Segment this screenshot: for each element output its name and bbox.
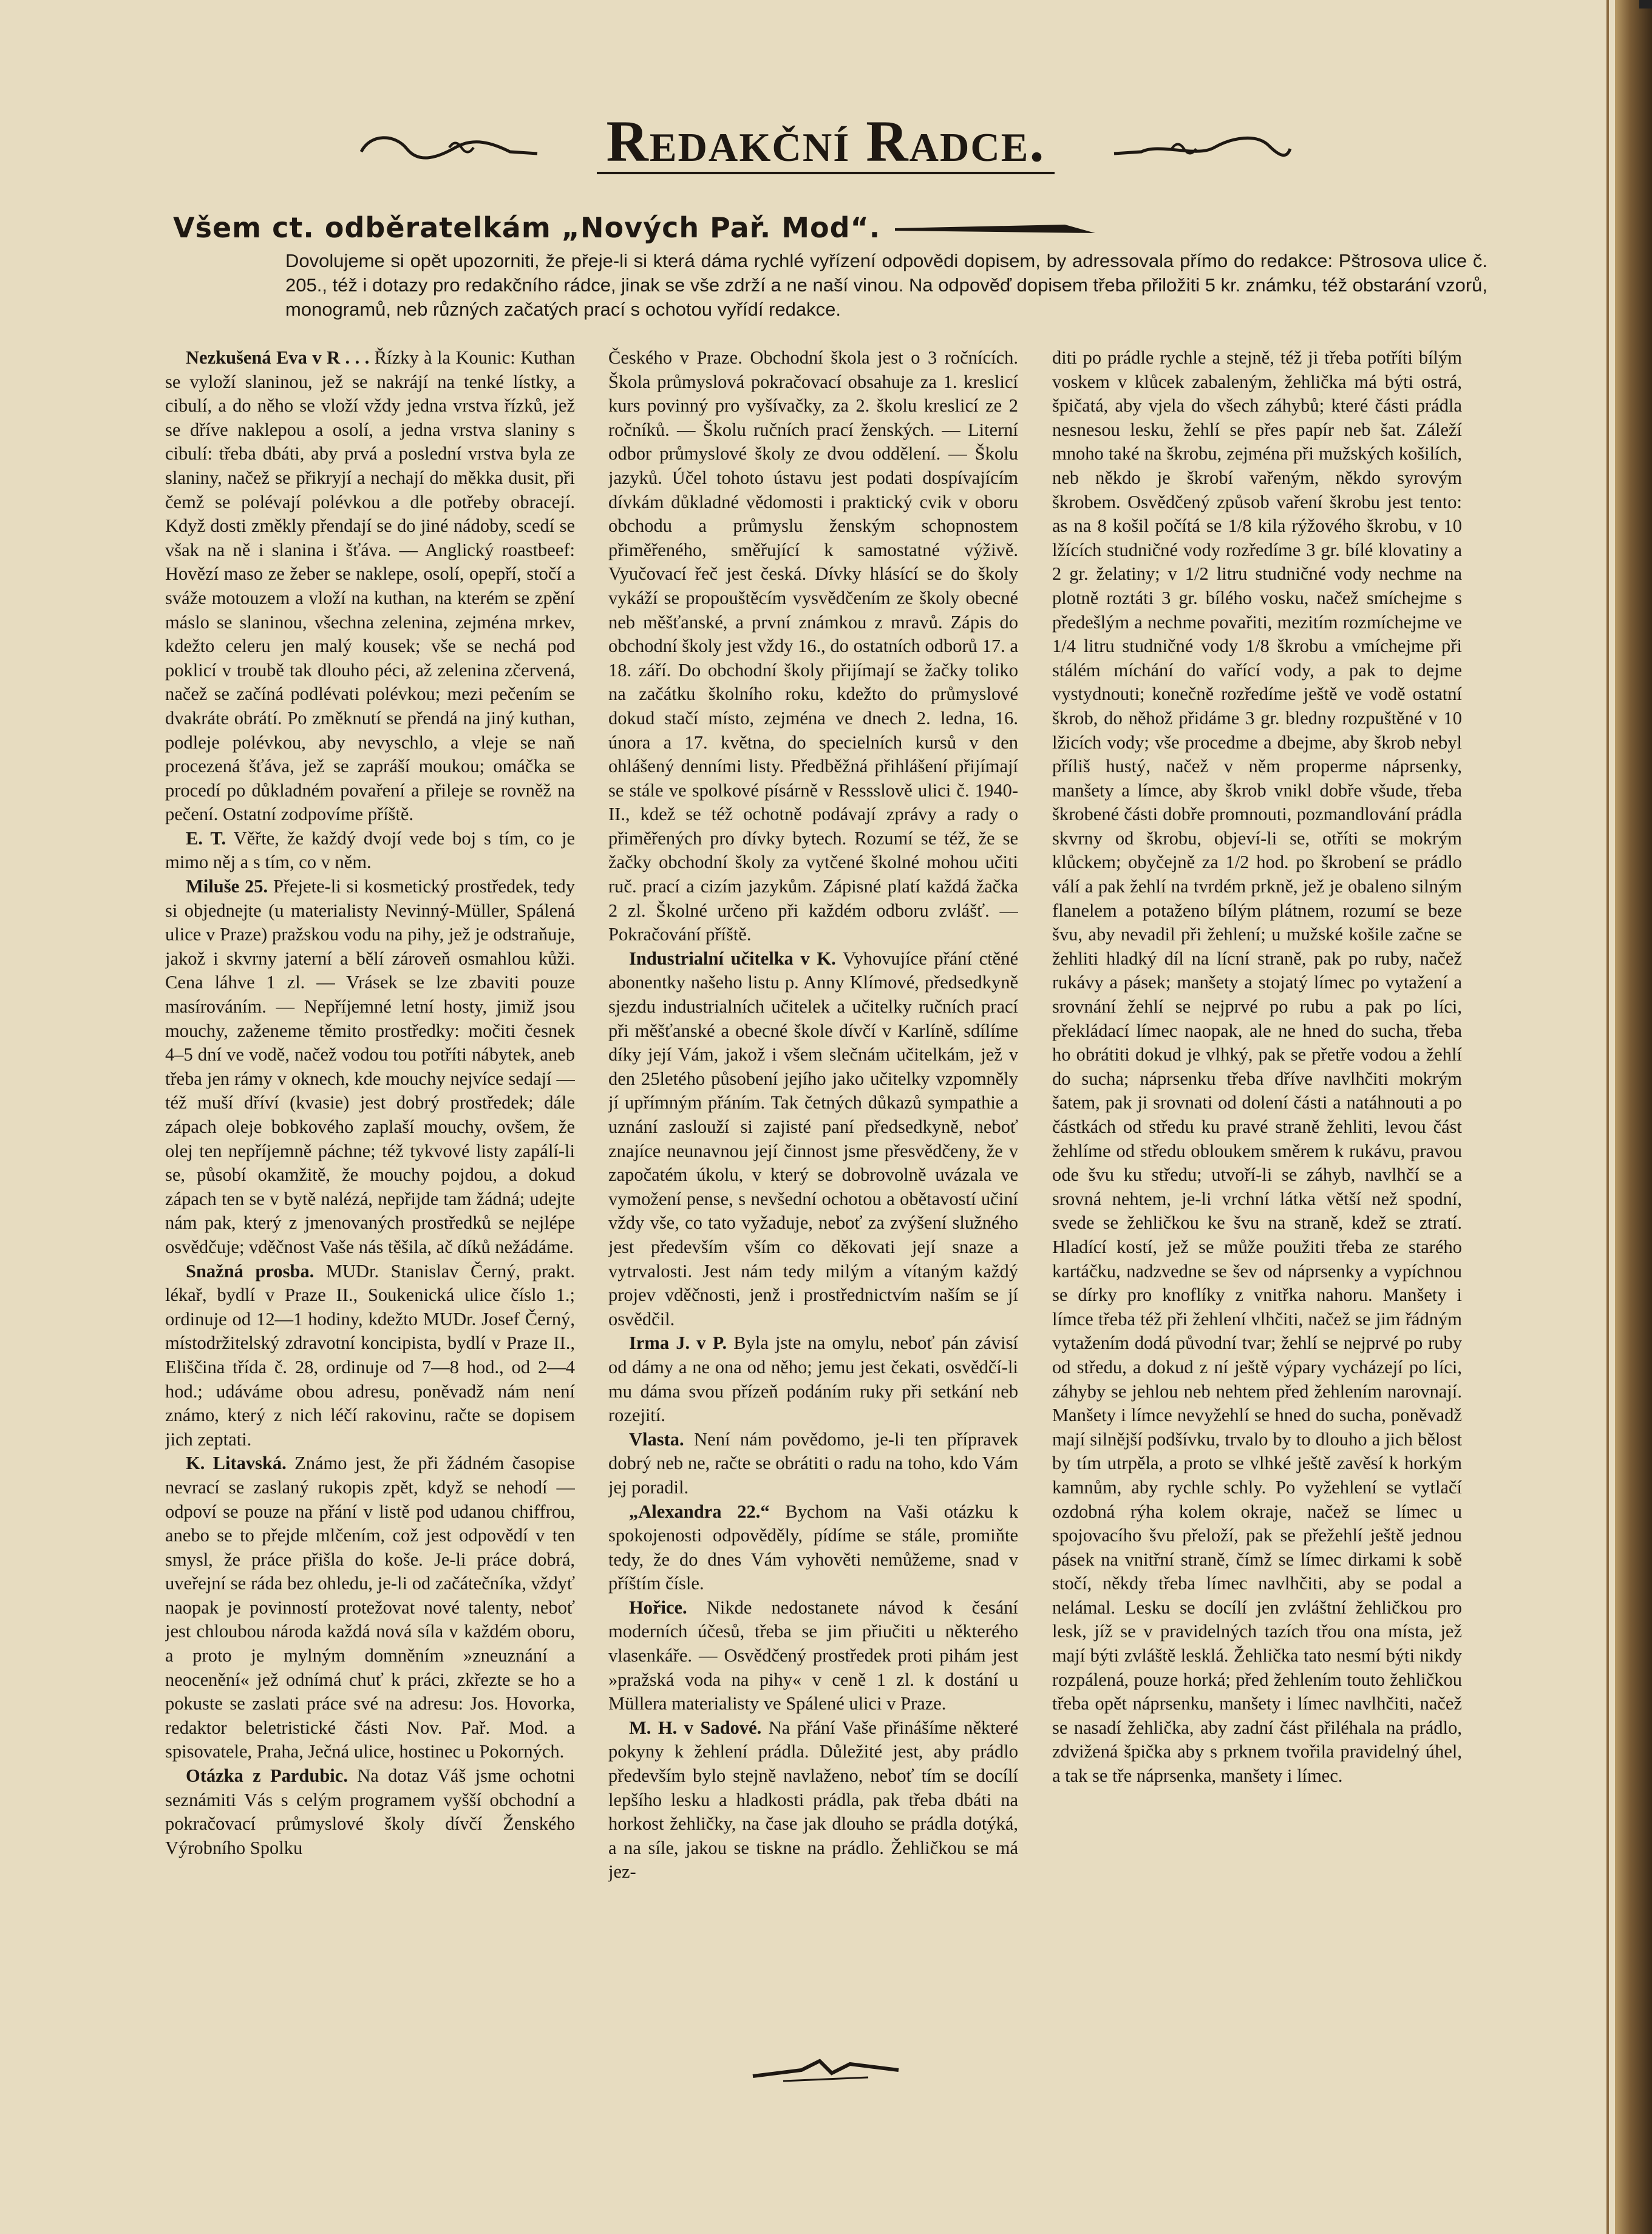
footer-ornament-icon (747, 2052, 905, 2088)
reply-paragraph (608, 1596, 1018, 1716)
column-3 (1052, 346, 1462, 2046)
reply-paragraph (608, 1500, 1018, 1596)
reply-text: Vyhovujíce přání ctěné abonentky našeho listu p. Anny Klímové, předsedkyně sjezdu industrialních učitelek a učitelky ručních prací při měšťanské a obecné škole dívčí v Karlíně, sdílíme díky její Vám, jakož i všem slečnám učitelkám, jež v den 25letého působení jejího jako učitelky vzpomněly jí upřímným přáním. Tak četných důkazů sympathie a uznání zaslouží si zajisté paní předsedkyně, neboť znajíce neunavnou její činnost jsme přesvědčeny, že v započatém úkolu, v který se dobrovolně uvázala ve vymožení pense, s nevšední ochotou a obětavostí učiní vždy vše, co tato vyžaduje, neboť za zvýšení služného jest především vším co děkovati její snaze a vytrvalosti. Jest nám tedy milým a vítaným každý projev vděčnosti, jenž i prostřednictvím naším se jí osvědčil. (608, 948, 1018, 1329)
reply-text: Přejete-li si kosmetický prostředek, tedy si objednejte (u materialisty Nevinný-Müller, Spálená ulice v Praze) pražskou vodu na pihy, jež je odstraňuje, jakož i skvrny jaterní a bělí zároveň osmahlou kůži. Cena láhve 1 zl. — Vrásek se lze zbaviti pouze masírováním. — Nepříjemné letní hosty, jimiž jsou mouchy, zaženeme těmito prostředky: močiti česnek 4–5 dní ve vodě, načež vodou tou potříti nábytek, aneb třeba jen rámy v oknech, kde mouchy nejvíce sedají — též muší dříví (kvasie) jest dobrý prostředek; dále zápach oleje bobkového zaplaší mouchy, ovšem, že olej ten nepříjemně páchne; též tykvové listy zapálí-li se, působí okamžitě, že mouchy pojdou, a dokud zápach ten se v bytě nalézá, nepřijde tam žádná; udejte nám pak, který z jmenovaných prostředků se nejlépe osvědčuje; vděčnost Vaše nás těšila, ač díků nežádáme. (165, 876, 575, 1257)
reply-addressee: Nezkušená Eva v R . . . (186, 347, 370, 368)
reply-addressee: Hořice. (629, 1597, 687, 1618)
reply-addressee: Vlasta. (629, 1428, 684, 1450)
reply-addressee: M. H. v Sadové. (629, 1717, 762, 1738)
reply-text: Nikde nedostanete návod k česání moderních účesů, třeba se jim přiučiti u některého vlasenkáře. — Osvědčený prostředek proti pihám jest »pražská voda na pihy« v ceně 1 zl. k dostání u Müllera materialisty ve Spálené ulici v Praze. (608, 1597, 1018, 1714)
right-flourish-icon (1111, 131, 1293, 167)
reply-paragraph (1052, 346, 1462, 1788)
subheading (173, 206, 1448, 249)
reply-text: Českého v Praze. Obchodní škola jest o 3 ročnících. Škola průmyslová pokračovací obsahuje za 1. kreslicí kurs povinný pro vyšívačky, za 2. školu kreslicí ze 2 ročníků. — Školu ručních prací ženských. — Literní odbor průmyslové školy ze dvou oddělení. — Školu jazyků. Účel tohoto ústavu jest podati dospívajícím dívkám důkladné vědomosti i praktický cvik v oboru obchodu a průmyslu ženským schopnostem přiměřeného, směřující k samostatné výživě. Vyučovací řeč jest česká. Dívky hlásící se do školy vykáží se propouštěcím vysvědčením ze školy obecné neb měšťanské, a první známkou z mravů. Zápis do obchodní školy jest vždy 16., do ostatních odborů 17. a 18. září. Do obchodní školy přijímají se žačky toliko na začátku školního roku, kdežto do průmyslové dokud stačí místo, zejména ve dnech 2. ledna, 16. února a 17. května, do specielních kursů v den ohlášený denními listy. Předběžná přihlášení přijímají se stále ve spolkové písárně v Ressslově ulici č. 1940-II., kdež se též ochotně podávají zprávy a rady o přiměřených pro dívky bytech. Rozumí se též, že se žačky obchodní školy za vytčené školné mohou učiti ruč. prací a cizím jazykům. Zápisné platí každá žačka 2 zl. Školné určeno při každém odboru zvlášť. — Pokračování příště. (608, 347, 1018, 945)
reply-paragraph (608, 346, 1018, 947)
intro-notice (285, 249, 1487, 322)
reply-text: Na dotaz Váš jsme ochotni seznámiti Vás s celým programem vyšší obchodní a pokračovací průmyslové školy dívčí Ženského Výrobního Spolku (165, 1765, 575, 1858)
reply-paragraph (165, 875, 575, 1260)
book-binding (1615, 0, 1652, 2234)
reply-paragraph (165, 1260, 575, 1452)
reply-text: Řízky à la Kounic: Kuthan se vyloží slaninou, jež se nakrájí na tenké lístky, a cibulí, a do něho se vloží vždy jedna vrstva řízků, jež se dříve naklepou a osolí, a jedna vrstva slaniny s cibulí: třeba dbáti, aby prvá a poslední vrstva byla ze slaniny, načež se přikryjí a nechají do měkka dusit, při čemž se polévají polévkou a dle potřeby obracejí. Když dosti změkly přendají se do jiné nádoby, scedí se však na ně i slanina i šťáva. — Anglický roastbeef: Hovězí maso ze žeber se naklepe, osolí, opepří, stočí a sváže motouzem a vloží na kuthan, na kterém se zpění máslo se slaninou, všechna zelenina, zejména mrkev, kdežto celeru jen malý kousek; vše se nechá pod poklicí v troubě tak dlouho péci, až zelenina zčervená, načež se začíná podlévati polévkou; mezi pečením se dvakráte obrátí. Po změknutí se přendá na jiný kuthan, podleje polévkou, aby nevyschlo, a vleje se naň procezená šťáva, jež se zapráší moukou; omáčka se procedí po důkladném povaření a přileje se rovněž na pečení. Ostatní zodpovíme příště. (165, 347, 575, 825)
reply-text: MUDr. Stanislav Černý, prakt. lékař, bydlí v Praze II., Soukenická ulice číslo 1.; ordinuje od 12—1 hodiny, kdežto MUDr. Josef Černý, místodržitelský zdravotní koncipista, bydlí v Praze II., Eliščina třída č. 28, ordinuje od 7—8 hod., od 2—4 hod.; udáváme obou adresu, poněvadž nám není známo, který z nich léčí rakovinu, račte se dopisem jich zeptati. (165, 1260, 575, 1450)
reply-addressee: Snažná prosba. (186, 1260, 314, 1282)
reply-addressee: K. Litavská. (186, 1453, 287, 1474)
column-2 (608, 346, 1018, 2046)
reply-text: Byla jste na omylu, neboť pán závisí od dámy a ne ona od něho; jemu jest čekati, osvědčí-li mu dáma svou přízeň podáním ruky při setkání neb rozejití. (608, 1333, 1018, 1426)
subheading-text: Všem ct. odběratelkám „Nových Pař. Mod“. (173, 211, 881, 244)
intro-text: Dovolujeme si opět upozorniti, že přeje-li si která dáma rychlé vyřízení odpovědi dopisem, by adressovala přímo do redakce: Pštrosova ulice č. 205., též i dotazy pro redakčního rádce, jinak se vše zdrží a ne naší vinou. Na odpověď dopisem třeba přiložiti 5 kr. známku, též obstarání vzorů, monogramů, neb různých začatých prací s ochotou vyřídí redakce. (285, 250, 1487, 320)
reply-paragraph (608, 1716, 1018, 1884)
reply-paragraph (165, 346, 575, 827)
page-title: Redakční Radce. (597, 111, 1055, 174)
reply-text: Věřte, že každý dvojí vede boj s tím, co je mimo něj a s tím, co v něm. (165, 827, 575, 873)
reply-text: Na přání Vaše přinášíme některé pokyny k žehlení prádla. Důležité jest, aby prádlo především bylo stejně navlaženo, neboť tím se docílí lepšího lesku a hladkosti prádla, pak třeba dbáti na horkost žehličky, na čase jak dlouho se prádla dotýká, a na síle, jakou se tiskne na prádlo. Žehličkou se má jez- (608, 1717, 1018, 1883)
page-edge-line (1606, 0, 1609, 2234)
page-header (358, 106, 1293, 179)
reply-paragraph (608, 947, 1018, 1332)
reply-paragraph (608, 1428, 1018, 1500)
reply-paragraph (165, 1764, 575, 1860)
reply-text: Není nám povědomo, je-li ten přípravek dobrý neb ne, račte se obrátiti o radu na toho, kdo Vám jej poradil. (608, 1428, 1018, 1498)
reply-paragraph (165, 827, 575, 875)
reply-addressee: Miluše 25. (186, 876, 268, 897)
reply-addressee: „Alexandra 22.“ (629, 1501, 770, 1522)
reply-addressee: Irma J. v P. (629, 1333, 727, 1354)
column-1 (165, 346, 575, 2046)
reply-text: Známo jest, že při žádném časopise nevrací se zaslaný rukopis zpět, když se nehodí — odpoví se pouze na přání v listě pod udanou chiffrou, anebo se to přejde mlčením, což jest odpovědí v ten smysl, že práce přišla do koše. Je-li práce dobrá, uveřejní se ráda bez ohledu, je-li od začátečníka, vždyť naopak je povinností protežovat nové talenty, neboť jest chloubou národa každá nová síla v každém oboru, a proto je mylným domněním »zneuznání a neocenění« jež odnímá chuť k práci, zkřezte se ho a pokuste se zaslati práce své na adresu: Jos. Hovorka, redaktor beletristické části Nov. Pař. Mod. a spisovatele, Praha, Ječná ulice, hostinec u Pokorných. (165, 1453, 575, 1762)
reply-addressee: E. T. (186, 827, 226, 849)
reply-text: Bychom na Vaši otázku k spokojenosti odpověděly, pídíme se stále, promiňte tedy, že do dnes Vám vyhověti nemůžeme, snad v příštím čísle. (608, 1501, 1018, 1594)
reply-paragraph (165, 1451, 575, 1764)
tapered-rule-icon (895, 219, 1095, 237)
reply-addressee: Otázka z Pardubic. (186, 1765, 348, 1787)
left-flourish-icon (358, 131, 540, 167)
reply-paragraph (608, 1331, 1018, 1427)
reply-addressee: Industrialní učitelka v K. (629, 948, 836, 969)
reply-text: diti po prádle rychle a stejně, též ji třeba potříti bílým voskem v klůcek zabaleným, žehlička má býti ostrá, špičatá, aby vjela do všech záhybů; které části prádla nesnesou lesku, žehlí se přes papír neb šat. Záleží mnoho také na škrobu, zejména při mužských košilích, neb někdo je škrobí vařeným, někdo syrovým škrobem. Osvědčený způsob vaření škrobu jest tento: as na 8 košil počítá se 1/8 kila rýžového škrobu, v 10 lžících studničné vody rozředíme 3 gr. bílé klovatiny a 2 gr. želatiny; v 1/2 litru studničné vody nechme na plotně roztáti 3 gr. bílého vosku, načež smíchejme s předešlým a nechme povařiti, mezitím rozmíchejme ve 1/4 litru studničné vody 1/8 škrobu a vmíchejme při stálém míchání do vařící vody, a pak to dejme vystydnouti; konečně rozředíme ještě ve vodě ostatní škrob, do něhož přidáme 3 gr. bledny rozpuštěné v 10 lžicích vody; vše procedme a dbejme, aby škrob nebyl příliš hustý, načež v něm properme náprsenky, manšety a límce, aby škrob vnikl dobře všude, třeba škrobené části dobře promnouti, pozmandlování prádla skvrny od škrobu, objeví-li se, otříti se mokrým klůckem; obyčejně za 1/2 hod. po škrobení se prádlo válí a pak žehlí na tvrdém prkně, jež je obaleno silným flanelem a potaženo bílým plátnem, rozumí se beze švu, aby nevadil při žehlení; u mužské košile začne se žehliti hladký díl na lícní straně, pak po ruby, načež rukávy a pásek; manšety a stojatý límec po vytažení a srovnání žehlí se nejprvé po rubu a pak po líci, překládací límec naopak, ale ne hned do sucha, třeba ho obrátiti dokud je vlhký, pak se přetře vodou a žehlí do sucha; náprsenku třeba dříve navlhčiti mokrým šatem, pak ji srovnati od dolení části a natáhnouti a po částkách od středu ku pravé straně žehliti, levou část žehlíme od středu obloukem směrem k rukávu, pravou ode švu ku středu; utvoří-li se záhyb, navlhčí se a srovná nehtem, je-li vrchní látka větší než spodní, svede se žehličkou ke švu na straně, kdež se ztratí. Hladící kostí, jež se může použiti třeba ze starého kartáčku, nadzvedne se šev od náprsenky a vypíchnou se dírky pro knoflíky z vnitřka nahoru. Manšety i límce třeba též při žehlení vlhčiti, načež se jim řádným vytažením dodá původní tvar; žehlí se nejprvé po ruby od středu, a dokud z ní ještě výpary vycházejí po líci, záhyby se jehlou neb nehtem před žehlením narovnají. Manšety i límce nevyžehlí se hned do sucha, poněvadž mají silnější podšívku, trvalo by to dlouho a jich bělost by tím utrpěla, a proto se vlhké ještě zavěsí k horkým kamnům, aby rychle schly. Po vyžehlení se vytlačí ozdobná rýha kolem okraje, načež se límec u spojovacího švu přeloží, pak se přežehlí ještě jednou pásek na vnitřní straně, čímž se límec dirkami k sobě stočí, někdy třeba límec navlhčiti, aby se podal a nelámal. Lesku se docílí jen zvláštní žehličkou pro lesk, jíž se v pravidelných tazích třou ona místa, jež mají býti zvláště lesklá. Žehlička tato nesmí býti nikdy rozpálená, pouze horká; před žehlením touto žehličkou třeba opět náprsenku, manšety i límec navlhčiti, načež se nasadí žehlička, aby zadní část přiléhala na prádlo, zdvižená špička aby s prknem tvořila pravidelný úhel, a tak se tře náprsenka, manšety i límec. (1052, 347, 1462, 1787)
binding-mark (1639, 0, 1652, 8)
